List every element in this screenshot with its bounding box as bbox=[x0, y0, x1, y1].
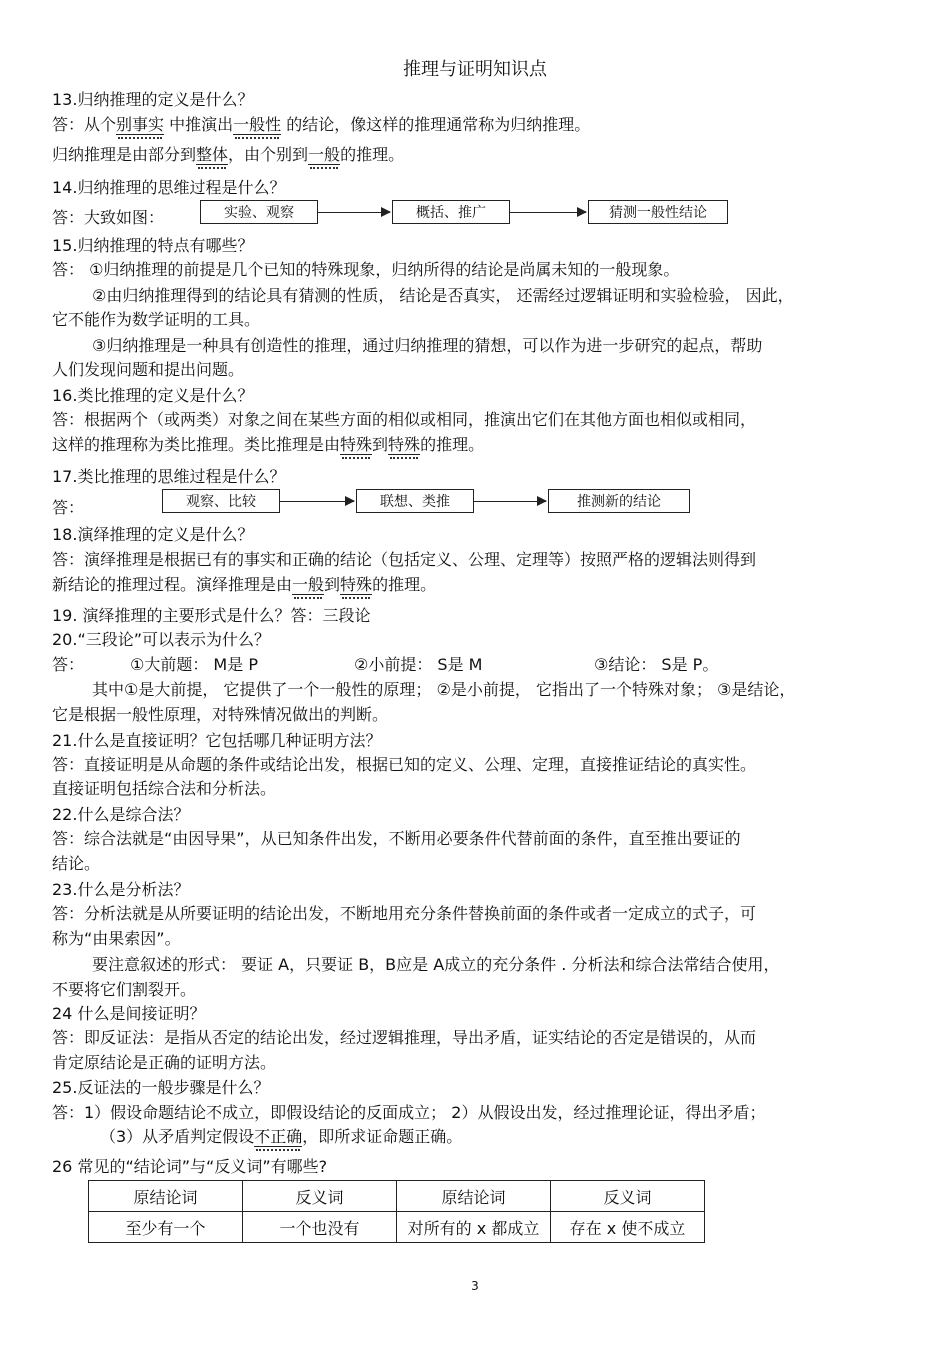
flow-box-analogy-1: 观察、比较 bbox=[162, 489, 280, 513]
question-25: 25.反证法的一般步骤是什么？ bbox=[52, 1078, 270, 1097]
underlined-term: 别事实 bbox=[116, 115, 165, 134]
answer-text: ，由个别到 bbox=[228, 145, 309, 164]
table-header-cell: 原结论词 bbox=[89, 1181, 243, 1212]
answer-text: 到 bbox=[324, 575, 341, 594]
underlined-term: 一般性 bbox=[233, 115, 282, 134]
question-15: 15.归纳推理的特点有哪些？ bbox=[52, 236, 254, 255]
page-title: 推理与证明知识点 bbox=[403, 59, 547, 80]
question-18: 18.演绎推理的定义是什么？ bbox=[52, 525, 254, 544]
flow-box-induction-3: 猜测一般性结论 bbox=[588, 200, 728, 224]
answer-text: 这样的推理称为类比推理。类比推理是由 bbox=[52, 435, 341, 454]
underlined-term: 不正确 bbox=[254, 1127, 303, 1146]
flow-arrow-icon bbox=[318, 212, 390, 213]
flow-box-induction-2: 概括、推广 bbox=[392, 200, 510, 224]
answer-21-line2: 直接证明包括综合法和分析法。 bbox=[52, 779, 277, 798]
answer-18-line2 bbox=[52, 575, 436, 595]
answer-23-line3: 要注意叙述的形式： 要证 A，只要证 B，B应是 A成立的充分条件 . 分析法和综合法常结合使用， bbox=[92, 955, 780, 974]
underlined-term: 特殊 bbox=[340, 435, 373, 454]
table-header-cell: 反义词 bbox=[551, 1181, 705, 1212]
answer-24-line1: 答：即反证法：是指从否定的结论出发，经过逻辑推理，导出矛盾，证实结论的否定是错误的，从而 bbox=[52, 1028, 757, 1047]
answer-text: 中推演出 bbox=[164, 115, 234, 134]
table-row bbox=[89, 1212, 705, 1243]
conclusion: ③结论： S是 P。 bbox=[594, 655, 719, 674]
answer-25-line1: 答：1）假设命题结论不成立，即假设结论的反面成立； 2）从假设出发，经过推理论证，得出矛盾； bbox=[52, 1103, 766, 1122]
answer-24-line2: 肯定原结论是正确的证明方法。 bbox=[52, 1053, 277, 1072]
answer-22-line1: 答：综合法就是“由因导果”，从已知条件出发，不断用必要条件代替前面的条件，直至推出要证的 bbox=[52, 829, 741, 848]
underlined-term: 一般 bbox=[292, 575, 325, 594]
question-13: 13.归纳推理的定义是什么？ bbox=[52, 90, 254, 109]
answer-15-line2: ②由归纳推理得到的结论具有猜测的性质， 结论是否真实， 还需经过逻辑证明和实验检验， 因此， bbox=[92, 286, 794, 305]
answer-16-line1: 答：根据两个（或两类）对象之间在某些方面的相似或相同，推演出它们在其他方面也相似或相同， bbox=[52, 410, 757, 429]
question-17: 17.类比推理的思维过程是什么？ bbox=[52, 467, 286, 486]
table-header-cell: 原结论词 bbox=[397, 1181, 551, 1212]
minor-premise: ②小前提： S是 M bbox=[354, 655, 483, 674]
answer-16-line2 bbox=[52, 435, 484, 455]
underlined-term: 整体 bbox=[196, 145, 229, 164]
answer-21-line1: 答：直接证明是从命题的条件或结论出发，根据已知的定义、公理、定理，直接推证结论的真实性。 bbox=[52, 755, 757, 774]
answer-text: 的推理。 bbox=[340, 145, 405, 164]
question-21: 21.什么是直接证明？它包括哪几种证明方法？ bbox=[52, 731, 382, 750]
answer-23-line1: 答：分析法就是从所要证明的结论出发，不断地用充分条件替换前面的条件或者一定成立的式子，可 bbox=[52, 904, 757, 923]
answer-text: 的推理。 bbox=[420, 435, 485, 454]
table-cell: 对所有的 x 都成立 bbox=[397, 1212, 551, 1243]
answer-20-line1: 其中①是大前提， 它提供了一个一般性的原理； ②是小前提， 它指出了一个特殊对象； ③是结论， bbox=[92, 680, 796, 699]
answer-text: 到 bbox=[372, 435, 389, 454]
answer-15-line4: ③归纳推理是一种具有创造性的推理，通过归纳推理的猜想，可以作为进一步研究的起点，帮助 bbox=[92, 336, 763, 355]
antonym-table bbox=[88, 1180, 705, 1243]
answer-15-line1: 答： ①归纳推理的前提是几个已知的特殊现象，归纳所得的结论是尚属未知的一般现象。 bbox=[52, 260, 680, 279]
question-16: 16.类比推理的定义是什么？ bbox=[52, 386, 254, 405]
flow-box-induction-1: 实验、观察 bbox=[200, 200, 318, 224]
major-premise: ①大前题： M是 P bbox=[130, 655, 258, 674]
answer-18-line1: 答：演绎推理是根据已有的事实和正确的结论（包括定义、公理、定理等）按照严格的逻辑法则得到 bbox=[52, 550, 757, 569]
answer-23-line2: 称为“由果索因”。 bbox=[52, 929, 181, 948]
flow-arrow-icon bbox=[280, 501, 354, 502]
answer-13-line1 bbox=[52, 115, 590, 135]
table-cell: 至少有一个 bbox=[89, 1212, 243, 1243]
answer-text: ，即所求证命题正确。 bbox=[302, 1127, 463, 1146]
question-24: 24 什么是间接证明？ bbox=[52, 1004, 206, 1023]
question-23: 23.什么是分析法？ bbox=[52, 880, 190, 899]
question-22: 22.什么是综合法？ bbox=[52, 805, 190, 824]
table-cell: 存在 x 使不成立 bbox=[551, 1212, 705, 1243]
table-header-row bbox=[89, 1181, 705, 1212]
answer-text: 的推理。 bbox=[372, 575, 437, 594]
page-number: 3 bbox=[471, 1279, 479, 1293]
answer-25-line2 bbox=[100, 1127, 462, 1147]
table-cell: 一个也没有 bbox=[243, 1212, 397, 1243]
flow-box-analogy-3: 推测新的结论 bbox=[548, 489, 690, 513]
underlined-term: 特殊 bbox=[388, 435, 421, 454]
answer-text: 新结论的推理过程。演绎推理是由 bbox=[52, 575, 293, 594]
question-20: 20.“三段论”可以表示为什么？ bbox=[52, 630, 271, 649]
answer-text: 的结论，像这样的推理通常称为归纳推理。 bbox=[281, 115, 591, 134]
answer-20-label: 答： bbox=[52, 655, 85, 674]
answer-22-line2: 结论。 bbox=[52, 854, 101, 873]
answer-14-label: 答：大致如图： bbox=[52, 208, 165, 227]
answer-text: 答：从个 bbox=[52, 115, 117, 134]
answer-15-line3: 它不能作为数学证明的工具。 bbox=[52, 310, 261, 329]
answer-17-label: 答： bbox=[52, 498, 85, 517]
underlined-term: 特殊 bbox=[340, 575, 373, 594]
answer-23-line4: 不要将它们割裂开。 bbox=[52, 980, 197, 999]
underlined-term: 一般 bbox=[308, 145, 341, 164]
answer-15-line5: 人们发现问题和提出问题。 bbox=[52, 360, 245, 379]
answer-20-line2: 它是根据一般性原理，对特殊情况做出的判断。 bbox=[52, 705, 389, 724]
question-14: 14.归纳推理的思维过程是什么？ bbox=[52, 178, 286, 197]
table-header-cell: 反义词 bbox=[243, 1181, 397, 1212]
question-26: 26 常见的“结论词”与“反义词”有哪些? bbox=[52, 1157, 328, 1176]
answer-text: （3）从矛盾判定假设 bbox=[100, 1127, 255, 1146]
question-19: 19. 演绎推理的主要形式是什么？答：三段论 bbox=[52, 606, 371, 625]
flow-box-analogy-2: 联想、类推 bbox=[356, 489, 474, 513]
flow-arrow-icon bbox=[474, 501, 546, 502]
answer-13-line2 bbox=[52, 145, 404, 165]
answer-text: 归纳推理是由部分到 bbox=[52, 145, 197, 164]
flow-arrow-icon bbox=[510, 212, 586, 213]
